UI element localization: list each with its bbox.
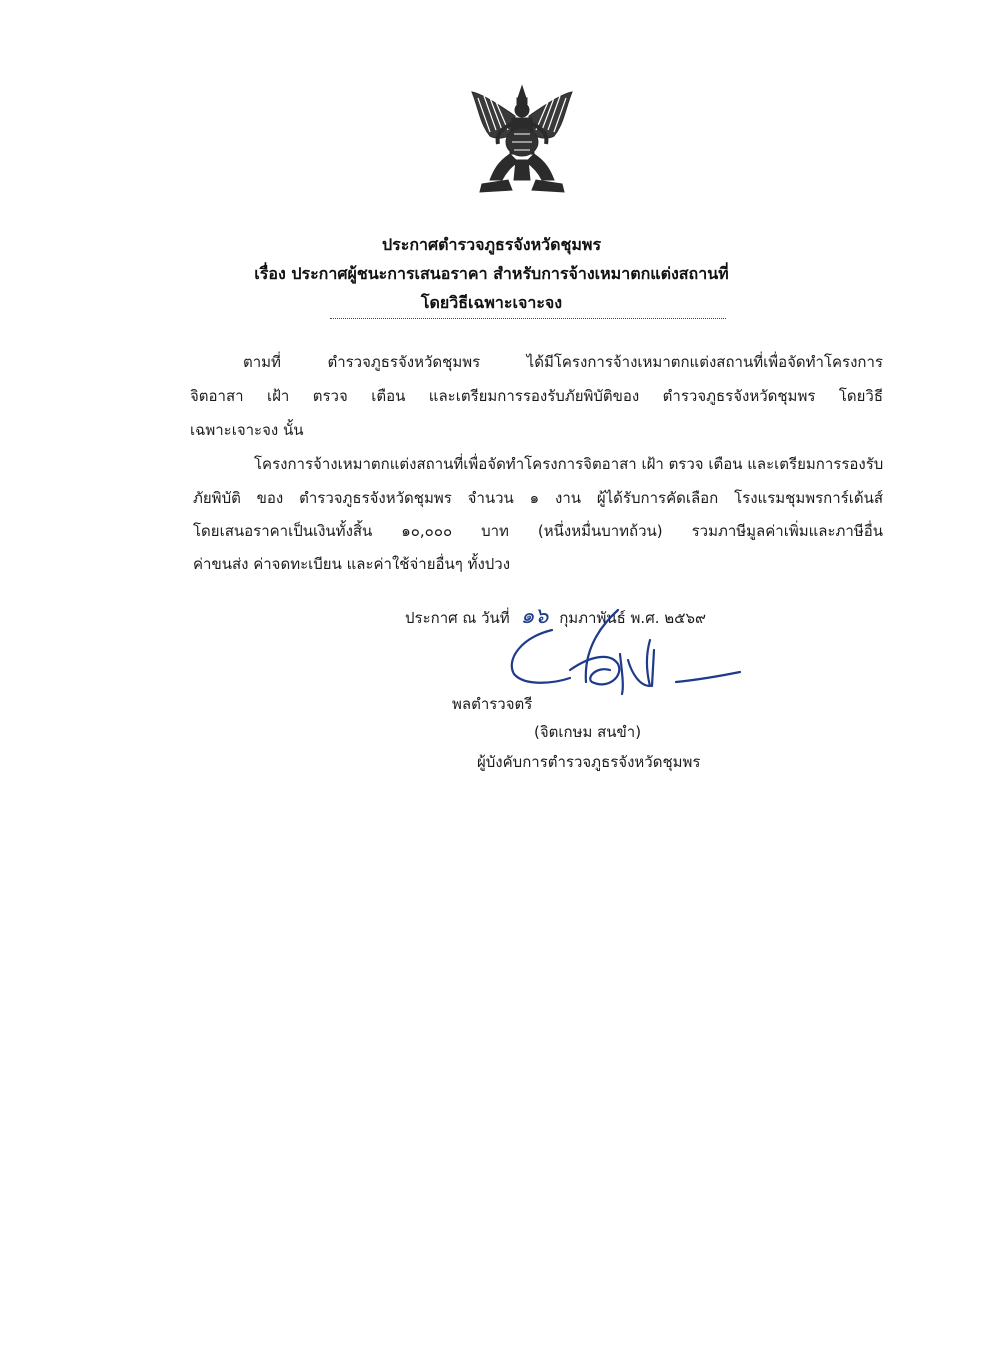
date-prefix: ประกาศ ณ วันที่	[405, 609, 510, 627]
announcement-subject: เรื่อง ประกาศผู้ชนะการเสนอราคา สำหรับการจ้างเหมาตกแต่งสถานที่	[254, 264, 729, 283]
handwritten-signature	[500, 590, 750, 710]
paragraph-2-line-2: ภัยพิบัติ ของ ตำรวจภูธรจังหวัดชุมพร จำนวน ๑ งาน ผู้ได้รับการคัดเลือก โรงแรมชุมพรการ์เด้นส์	[193, 489, 883, 507]
dotted-divider	[330, 318, 726, 319]
paragraph-2-line-3: โดยเสนอราคาเป็นเงินทั้งสิ้น ๑๐,๐๐๐ บาท (หนึ่งหมื่นบาทถ้วน) รวมภาษีมูลค่าเพิ่มและภาษีอื่น	[193, 522, 883, 540]
signatory-position: ผู้บังคับการตำรวจภูธรจังหวัดชุมพร	[477, 753, 701, 771]
signatory-name: (จิตเกษม สนขำ)	[534, 723, 642, 741]
date-year: พ.ศ. ๒๕๖๙	[630, 609, 707, 627]
procurement-method: โดยวิธีเฉพาะเจาะจง	[420, 293, 563, 312]
paragraph-2-line-4: ค่าขนส่ง ค่าจดทะเบียน และค่าใช้จ่ายอื่นๆ ทั้งปวง	[193, 555, 511, 573]
paragraph-1-line-1: ตามที่ ตำรวจภูธรจังหวัดชุมพร ได้มีโครงการจ้างเหมาตกแต่งสถานที่เพื่อจัดทำโครงการ	[243, 353, 883, 371]
paragraph-2-line-1: โครงการจ้างเหมาตกแต่งสถานที่เพื่อจัดทำโครงการจิตอาสา เฝ้า ตรวจ เตือน และเตรียมการรองรับ	[254, 455, 884, 473]
date-month: กุมภาพันธ์	[559, 609, 626, 627]
paragraph-1-line-2: จิตอาสา เฝ้า ตรวจ เตือน และเตรียมการรองรับภัยพิบัติของ ตำรวจภูธรจังหวัดชุมพร โดยวิธี	[190, 387, 883, 405]
announcement-title: ประกาศตำรวจภูธรจังหวัดชุมพร	[381, 235, 602, 254]
signatory-rank: พลตำรวจตรี	[452, 695, 533, 713]
handwritten-day: ๑๖	[520, 604, 549, 629]
garuda-emblem-icon	[468, 84, 576, 196]
paragraph-1-line-3: เฉพาะเจาะจง นั้น	[190, 421, 304, 439]
